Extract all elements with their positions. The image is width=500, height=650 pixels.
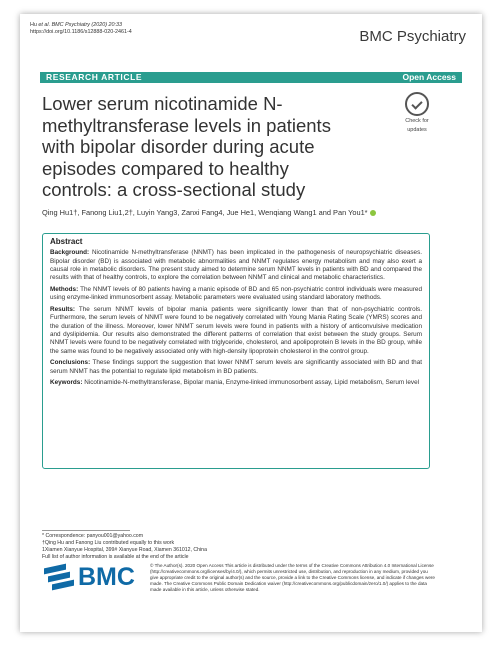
keywords-text: Nicotinamide-N-methyltransferase, Bipolar mania, Enzyme-linked immunosorbent assay, Lipid metabolism, Serum level bbox=[82, 379, 420, 387]
conclusions-label: Conclusions: bbox=[50, 359, 91, 367]
abstract-box bbox=[42, 233, 430, 469]
methods-label: Methods: bbox=[50, 285, 79, 293]
doi-link[interactable]: https://doi.org/10.1186/s12888-020-2461-4 bbox=[30, 29, 132, 35]
abstract-heading: Abstract bbox=[50, 237, 83, 246]
journal-name: BMC Psychiatry bbox=[359, 28, 466, 45]
full-author-info-note: Full list of author information is available at the end of the article bbox=[42, 554, 189, 560]
license-text: © The Author(s). 2020 Open Access This article is distributed under the terms of the Creative Commons Attribution 4.0 International License (http://creativecommons.org/licenses/by/4.0/), which permits unrestricted use, distribution, and reproduction in any medium, provided you give appropriate credit to the original author(s) and the source, provide a link to the Creative Commons license, and indicate if changes were made. The Creative Commons Public Domain Dedication waiver (http://creativecommons.org/publicdomain/zero/1.0/) applies to the data made available in this article, unless otherwise stated. bbox=[150, 563, 435, 592]
abstract-methods bbox=[50, 286, 422, 303]
results-label: Results: bbox=[50, 306, 76, 314]
authors-text: Qing Hu1†, Fanong Liu1,2†, Luyin Yang3, Zanxi Fang4, Jue He1, Wenqiang Wang1 and Pan You1* bbox=[42, 208, 368, 217]
article-type-band bbox=[40, 72, 462, 83]
footnotes bbox=[42, 533, 207, 561]
background-text: Nicotinamide N-methyltransferase (NNMT) has been implicated in the pathogenesis of neuropsychiatric diseases. Bipolar disorder (BD) is associated with metabolic abnormalities and NNMT regulates energy metabolism and may also exert a causal role in metabolic disorders. The present study aimed to determine serum NNMT levels in patients with BD and compared the results with that of healthy controls, to explore the correlation between NNMT and clinical and metabolic characteristics. bbox=[50, 249, 422, 282]
abstract-keywords bbox=[50, 379, 422, 387]
bmc-logo-mark-icon bbox=[44, 566, 74, 588]
equal-contribution-note: †Qing Hu and Fanong Liu contributed equally to this work bbox=[42, 540, 175, 546]
open-access-label: Open Access bbox=[402, 72, 456, 82]
footnote-rule bbox=[42, 530, 130, 531]
correspondence-note[interactable]: * Correspondence: panyou001@yahoo.com bbox=[42, 533, 144, 539]
results-text: The serum NNMT levels of bipolar mania patients were significantly lower than that of non-psychiatric controls. Furthermore, the serum levels of NNMT were found to be negatively correlated with Young Mania Rating Scale (YMRS) scores and the duration of the illness. Moreover, lower NNMT serum levels were found in patients with a history of anticonvulsive medication and dyslipidemia. Our results also demonstrated the different patterns of correlation that exist between the study groups. Serum NNMT levels were found to be negatively correlated with triglyceride, cholesterol, and apolipoprotein B levels in the BD group, while the same was found to be negatively associated only with high-density lipoprotein cholesterol in the control group. bbox=[50, 306, 422, 355]
methods-text: The NNMT levels of 80 patients having a manic episode of BD and 65 non-psychiatric control individuals were measured using enzyme-linked immunosorbent assay. Metabolic parameters were evaluated using standard laboratory methods. bbox=[50, 285, 422, 302]
abstract-conclusions bbox=[50, 359, 422, 376]
check-updates-line2: updates bbox=[407, 126, 427, 133]
check-updates-line1: Check for bbox=[405, 118, 429, 124]
abstract-background bbox=[50, 249, 422, 282]
affiliation-note: 1Xiamen Xianyue Hospital, 399# Xianyue Road, Xiamen 361012, China bbox=[42, 547, 207, 553]
keywords-label: Keywords: bbox=[50, 379, 83, 387]
bmc-logo bbox=[44, 563, 146, 591]
author-list bbox=[42, 208, 376, 217]
orcid-icon[interactable] bbox=[370, 210, 376, 216]
bmc-logo-text: BMC bbox=[78, 563, 135, 591]
conclusions-text: These findings support the suggestion that lower NNMT serum levels are significantly associated with BD and that serum NNMT has the potential to regulate lipid metabolism in BD patients. bbox=[50, 359, 422, 375]
citation-details: et al. BMC Psychiatry (2020) 20:33 bbox=[36, 22, 122, 28]
article-type-label: RESEARCH ARTICLE bbox=[46, 72, 143, 82]
check-updates-icon bbox=[405, 92, 429, 116]
abstract-results bbox=[50, 306, 422, 356]
check-for-updates-badge[interactable] bbox=[400, 92, 434, 133]
citation-author: Hu bbox=[30, 22, 37, 28]
article-title: Lower serum nicotinamide N-methyltransferase levels in patients with bipolar disorder during acute episodes compared to healthy controls: a cross-sectional study bbox=[42, 93, 331, 200]
citation-block bbox=[30, 22, 132, 36]
background-label: Background: bbox=[50, 249, 90, 257]
